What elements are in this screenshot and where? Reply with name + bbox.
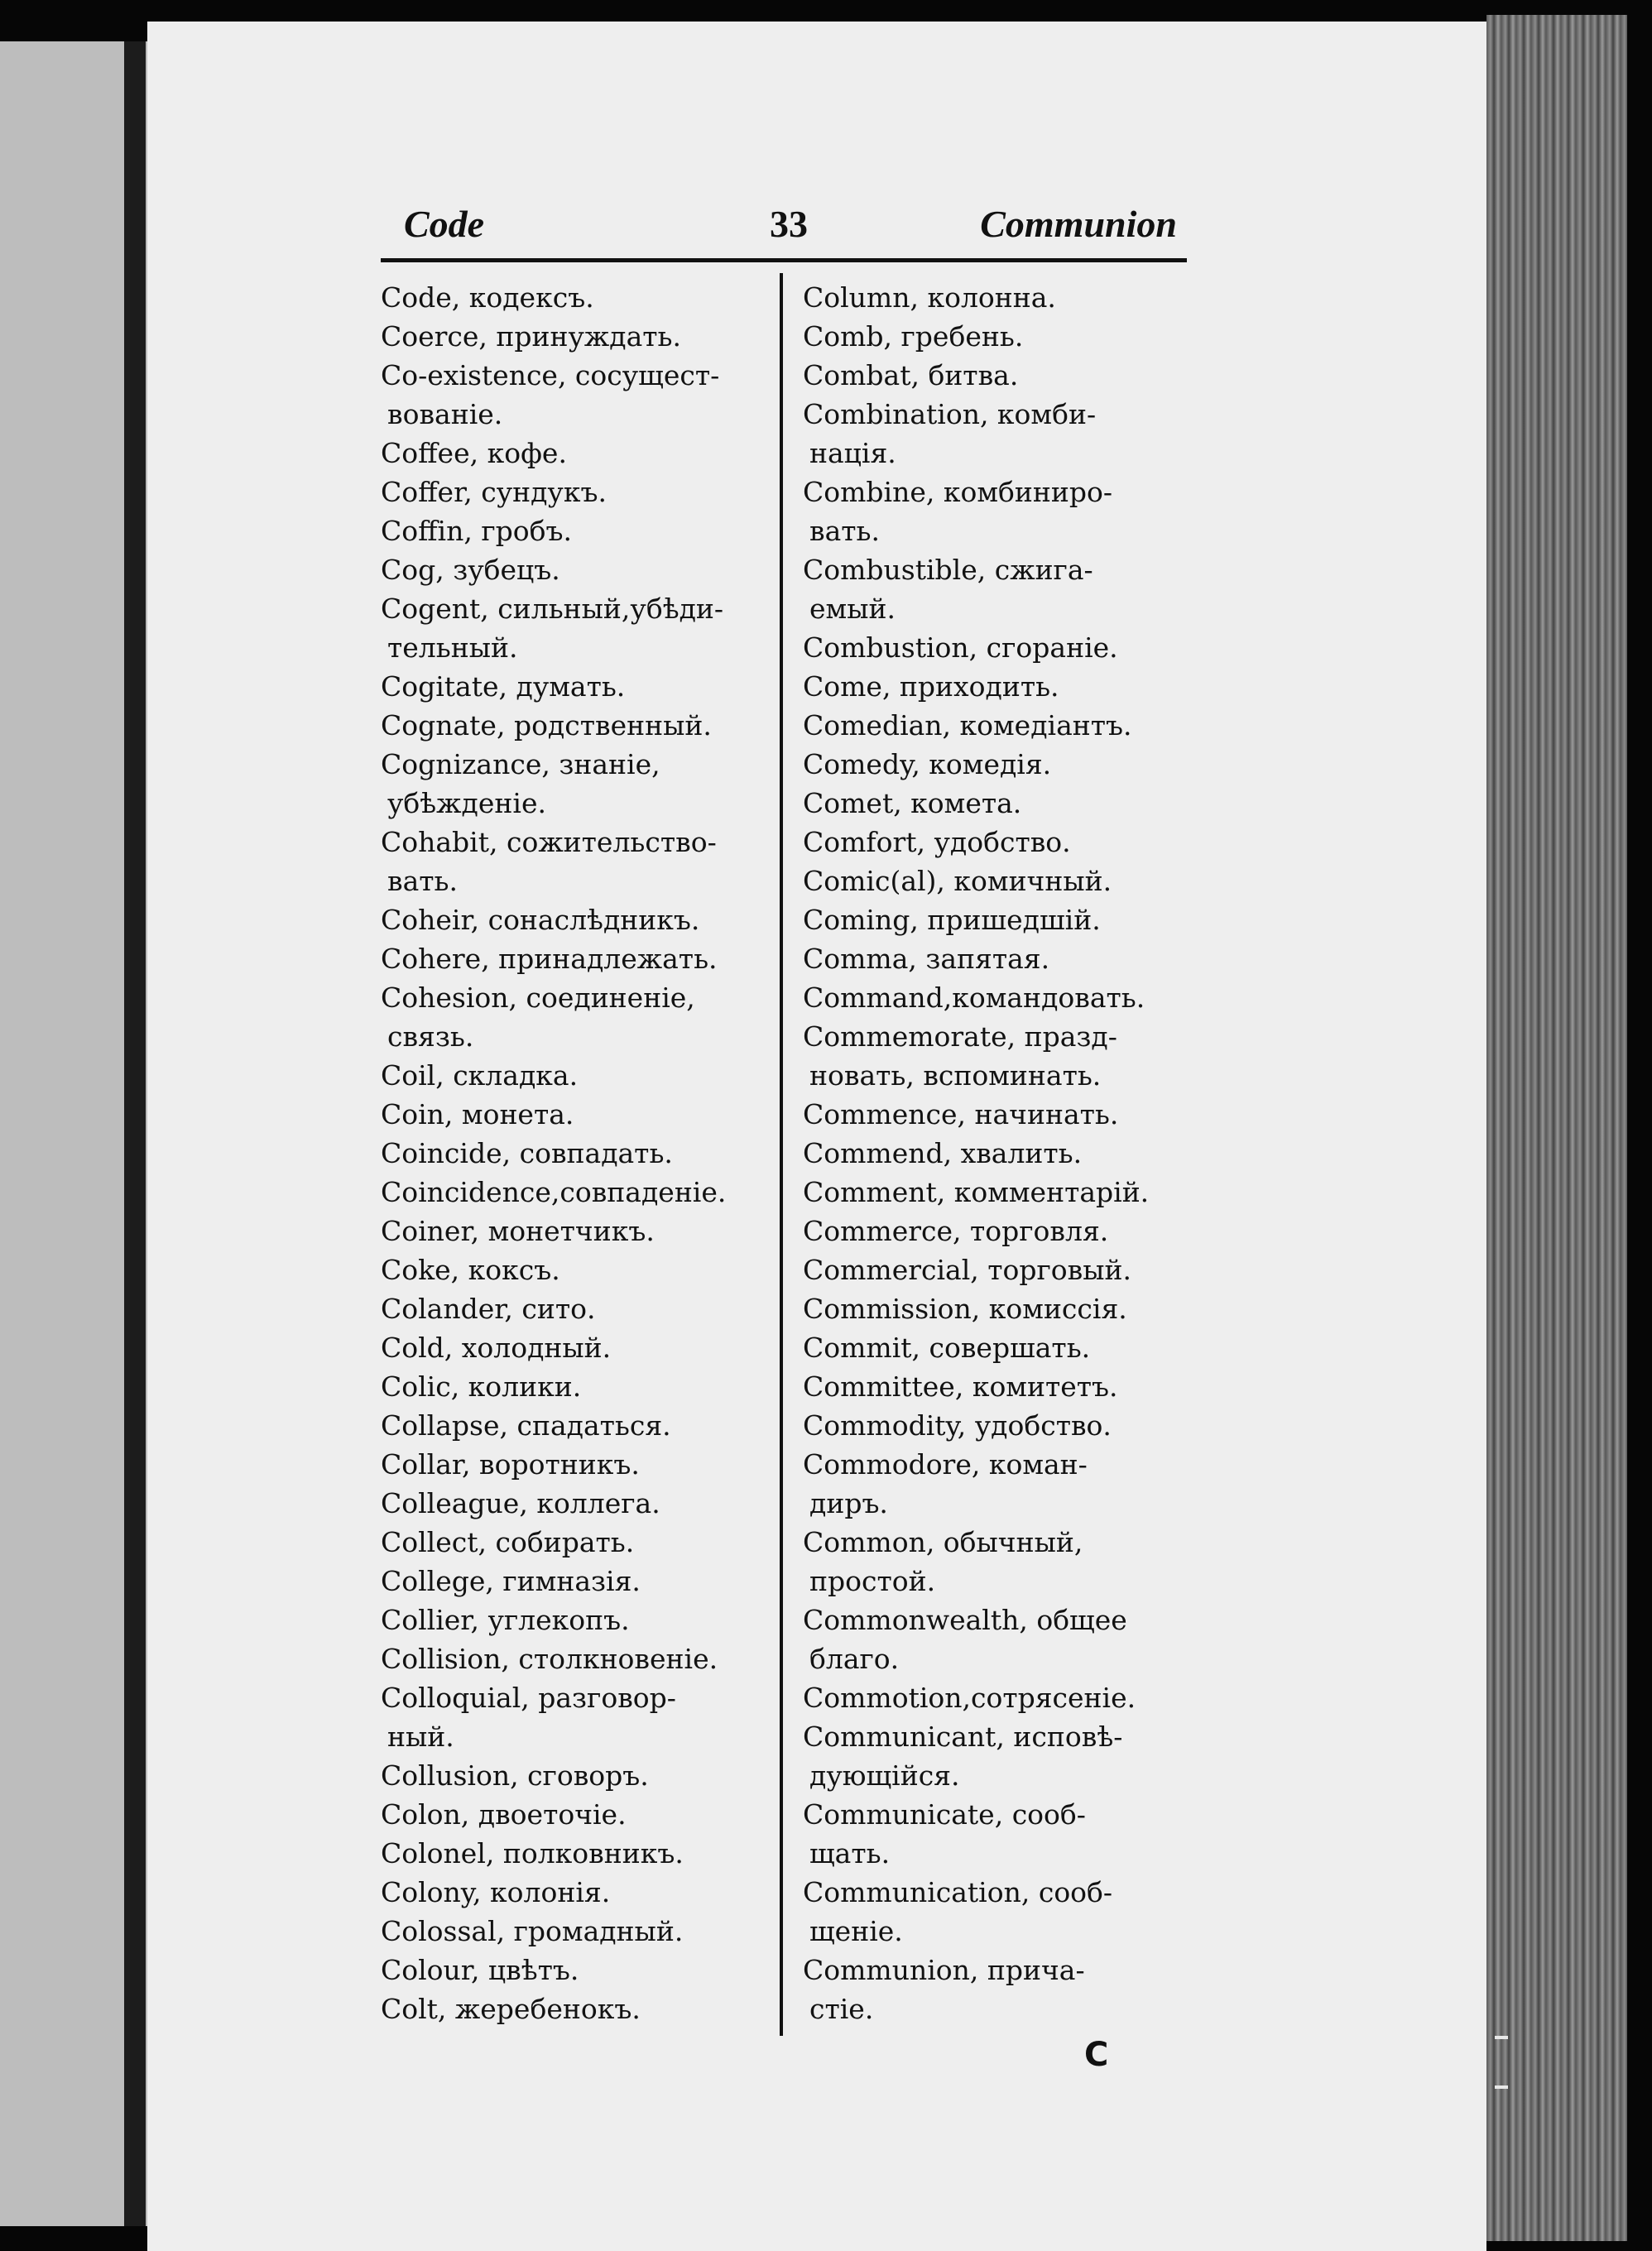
entry-line: Communicate, сооб- (803, 1798, 1086, 1831)
header-rule (381, 258, 1187, 262)
entry-continuation: диръ. (809, 1487, 888, 1519)
dictionary-entry (381, 823, 778, 900)
entry-line: Coin, монета. (381, 1098, 574, 1130)
entry-line: Commemorate, празд- (803, 1020, 1117, 1053)
dictionary-entry (803, 745, 1200, 784)
entry-continuation: емый. (809, 593, 896, 625)
entry-line: Commonwealth, общее (803, 1604, 1127, 1636)
dictionary-entry (803, 1873, 1200, 1951)
entry-line: Colloquial, разговор- (381, 1682, 676, 1714)
dictionary-entry (381, 1834, 778, 1873)
dictionary-entry (381, 1212, 778, 1250)
dictionary-entry (803, 1445, 1200, 1523)
entry-continuation: связь. (387, 1020, 474, 1053)
entry-line: Commercial, торговый. (803, 1254, 1131, 1286)
entry-line: Colony, колонія. (381, 1876, 611, 1908)
header-first-word: Code (404, 203, 485, 245)
entry-line: Comic(al), комичный. (803, 865, 1112, 897)
dictionary-entry (803, 784, 1200, 823)
entry-line: Colt, жеребенокъ. (381, 1993, 641, 2025)
dictionary-entry (381, 1095, 778, 1134)
entry-line: Colic, колики. (381, 1370, 582, 1403)
dictionary-entry (803, 278, 1200, 317)
column-divider (780, 273, 783, 2036)
dictionary-entry (381, 1367, 778, 1406)
entry-line: Coiner, монетчикъ. (381, 1215, 655, 1247)
entry-line: Coming, пришедшій. (803, 904, 1101, 936)
dictionary-entry (381, 1056, 778, 1095)
entry-continuation: вать. (387, 865, 458, 897)
header-last-word: Communion (980, 203, 1177, 245)
entry-line: Cohesion, соединеніе, (381, 982, 695, 1014)
dictionary-entry (381, 978, 778, 1056)
entry-line: Coil, складка. (381, 1059, 579, 1092)
entry-line: Comedy, комедія. (803, 748, 1052, 780)
entry-continuation: ный. (387, 1721, 454, 1753)
dictionary-entry (803, 356, 1200, 395)
entry-continuation: новать, вспоминать. (809, 1059, 1102, 1092)
entry-line: Cohere, принадлежать. (381, 943, 718, 975)
dictionary-entry (803, 317, 1200, 356)
entry-line: Cognizance, знаніе, (381, 748, 660, 780)
dictionary-entry (381, 278, 778, 317)
entry-line: Collier, углекопъ. (381, 1604, 630, 1636)
dictionary-entry (381, 356, 778, 434)
dictionary-entry (381, 706, 778, 745)
entry-line: Cohabit, сожительство- (381, 826, 717, 858)
entry-line: Communion, прича- (803, 1954, 1085, 1986)
dictionary-entry (803, 473, 1200, 550)
dictionary-entry (381, 939, 778, 978)
dictionary-entry (381, 1173, 778, 1212)
dictionary-entry (803, 395, 1200, 473)
dictionary-entry (803, 1601, 1200, 1678)
entry-line: Collusion, сговоръ. (381, 1759, 649, 1792)
dictionary-entry (803, 978, 1200, 1017)
dictionary-entry (803, 1212, 1200, 1250)
dictionary-entry (803, 1134, 1200, 1173)
entry-continuation: щеніе. (809, 1915, 903, 1947)
entry-line: Coffer, сундукъ. (381, 476, 607, 508)
dictionary-entry (381, 1795, 778, 1834)
entry-line: Commerce, торговля. (803, 1215, 1109, 1247)
entry-line: Colander, сито. (381, 1293, 596, 1325)
entry-line: Cog, зубецъ. (381, 554, 560, 586)
entry-line: Comma, запятая. (803, 943, 1050, 975)
entry-continuation: вать. (809, 515, 880, 547)
entry-line: Comfort, удобство. (803, 826, 1071, 858)
dictionary-entry (803, 1250, 1200, 1289)
entry-line: Cognate, родственный. (381, 709, 712, 742)
entry-line: Collision, столкновеніе. (381, 1643, 718, 1675)
entry-line: Communicant, исповѣ- (803, 1721, 1123, 1753)
dictionary-entry (381, 1328, 778, 1367)
dictionary-entry (803, 550, 1200, 628)
entry-line: Colonel, полковникъ. (381, 1837, 684, 1869)
entry-line: Comedian, комедіантъ. (803, 709, 1132, 742)
dictionary-entry (803, 1367, 1200, 1406)
entry-line: Code, кодексъ. (381, 281, 594, 314)
entry-line: Coerce, принуждать. (381, 320, 681, 353)
dictionary-entry (803, 939, 1200, 978)
dictionary-entry (803, 667, 1200, 706)
dictionary-entry (381, 1562, 778, 1601)
dictionary-entry (803, 1795, 1200, 1873)
dictionary-entry (381, 1873, 778, 1912)
page-stack-edge (1486, 15, 1627, 2241)
entry-line: Colleague, коллега. (381, 1487, 660, 1519)
running-header (381, 195, 1187, 253)
entry-line: Common, обычный, (803, 1526, 1083, 1558)
entry-continuation: убѣжденіе. (387, 787, 546, 819)
entry-line: Cogent, сильный,убѣди- (381, 593, 724, 625)
dictionary-entry (381, 1250, 778, 1289)
entry-continuation: нація. (809, 437, 896, 469)
entry-line: Colon, двоеточіе. (381, 1798, 627, 1831)
entry-line: Combustible, сжига- (803, 554, 1093, 586)
dictionary-entry (381, 1989, 778, 2028)
entry-line: Collapse, спадаться. (381, 1409, 671, 1442)
dictionary-entry (803, 823, 1200, 862)
entry-line: Combine, комбиниро- (803, 476, 1113, 508)
book-gutter (124, 41, 146, 2226)
dictionary-entry (381, 473, 778, 511)
dictionary-entry (803, 862, 1200, 900)
dictionary-entry (381, 511, 778, 550)
dictionary-entry (803, 628, 1200, 667)
entry-line: Commotion,сотрясеніе. (803, 1682, 1136, 1714)
dictionary-entry (381, 1639, 778, 1678)
entry-line: Column, колонна. (803, 281, 1056, 314)
dictionary-entry (803, 1678, 1200, 1717)
dictionary-entry (381, 589, 778, 667)
entry-line: College, гимназія. (381, 1565, 641, 1597)
dictionary-entry (381, 317, 778, 356)
entry-line: Committee, комитетъ. (803, 1370, 1118, 1403)
entry-continuation: щать. (809, 1837, 891, 1869)
page-edge-mark (1495, 2085, 1508, 2089)
entry-line: Coffee, кофе. (381, 437, 567, 469)
entry-line: Coincidence,совпаденіе. (381, 1176, 727, 1208)
dictionary-entry (803, 1951, 1200, 2028)
entry-line: Coincide, совпадать. (381, 1137, 673, 1169)
entry-continuation: стіе. (809, 1993, 874, 2025)
left-column (381, 278, 778, 2028)
dictionary-entry (381, 1951, 778, 1989)
entry-line: Come, приходить. (803, 670, 1059, 703)
signature-mark: C (1084, 2036, 1109, 2074)
entry-line: Collect, собирать. (381, 1526, 635, 1558)
entry-line: Combustion, сгораніе. (803, 631, 1118, 664)
entry-line: Comet, комета. (803, 787, 1022, 819)
dictionary-entry (381, 1484, 778, 1523)
entry-continuation: дующійся. (809, 1759, 960, 1792)
dictionary-entry (803, 900, 1200, 939)
entry-line: Cold, холодный. (381, 1332, 612, 1364)
entry-line: Collar, воротникъ. (381, 1448, 640, 1481)
dictionary-entry (381, 1289, 778, 1328)
entry-line: Commend, хвалить. (803, 1137, 1083, 1169)
right-column (803, 278, 1200, 2028)
entry-line: Colossal, громадный. (381, 1915, 684, 1947)
dictionary-entry (381, 667, 778, 706)
entry-line: Co-existence, сосущест- (381, 359, 720, 391)
dictionary-entry (381, 1601, 778, 1639)
dictionary-entry (381, 1523, 778, 1562)
entry-line: Coffin, гробъ. (381, 515, 572, 547)
dictionary-entry (803, 1328, 1200, 1367)
entry-line: Coke, коксъ. (381, 1254, 560, 1286)
dictionary-entry (803, 1289, 1200, 1328)
dictionary-entry (381, 1406, 778, 1445)
entry-line: Commit, совершать. (803, 1332, 1091, 1364)
dictionary-entry (803, 1717, 1200, 1795)
dictionary-entry (381, 745, 778, 823)
entry-line: Command,командовать. (803, 982, 1145, 1014)
dictionary-entry (381, 1756, 778, 1795)
entry-line: Communication, сооб- (803, 1876, 1113, 1908)
page-number: 33 (770, 203, 808, 245)
page-edge-mark (1495, 2036, 1508, 2039)
dictionary-entry (381, 1912, 778, 1951)
entry-continuation: тельный. (387, 631, 518, 664)
entry-line: Cogitate, думать. (381, 670, 626, 703)
dictionary-entry (381, 900, 778, 939)
entry-line: Colour, цвѣтъ. (381, 1954, 579, 1986)
dictionary-entry (381, 1134, 778, 1173)
entry-line: Comment, комментарій. (803, 1176, 1150, 1208)
entry-line: Coheir, сонаслѣдникъ. (381, 904, 700, 936)
dictionary-entry (803, 1173, 1200, 1212)
dictionary-entry (803, 1406, 1200, 1445)
entry-line: Commission, комиссія. (803, 1293, 1127, 1325)
dictionary-entry (803, 1017, 1200, 1095)
dictionary-entry (381, 1445, 778, 1484)
entry-continuation: простой. (809, 1565, 936, 1597)
entry-line: Comb, гребень. (803, 320, 1024, 353)
dictionary-entry (381, 1678, 778, 1756)
entry-line: Commodity, удобство. (803, 1409, 1112, 1442)
entry-line: Combat, битва. (803, 359, 1019, 391)
dictionary-entry (803, 706, 1200, 745)
entry-continuation: благо. (809, 1643, 900, 1675)
dictionary-entry (803, 1095, 1200, 1134)
dictionary-entry (381, 550, 778, 589)
entry-continuation: вованіе. (387, 398, 503, 430)
dictionary-entry (381, 434, 778, 473)
dictionary-entry (803, 1523, 1200, 1601)
entry-line: Commodore, коман- (803, 1448, 1088, 1481)
entry-line: Commence, начинать. (803, 1098, 1119, 1130)
entry-line: Combination, комби- (803, 398, 1097, 430)
